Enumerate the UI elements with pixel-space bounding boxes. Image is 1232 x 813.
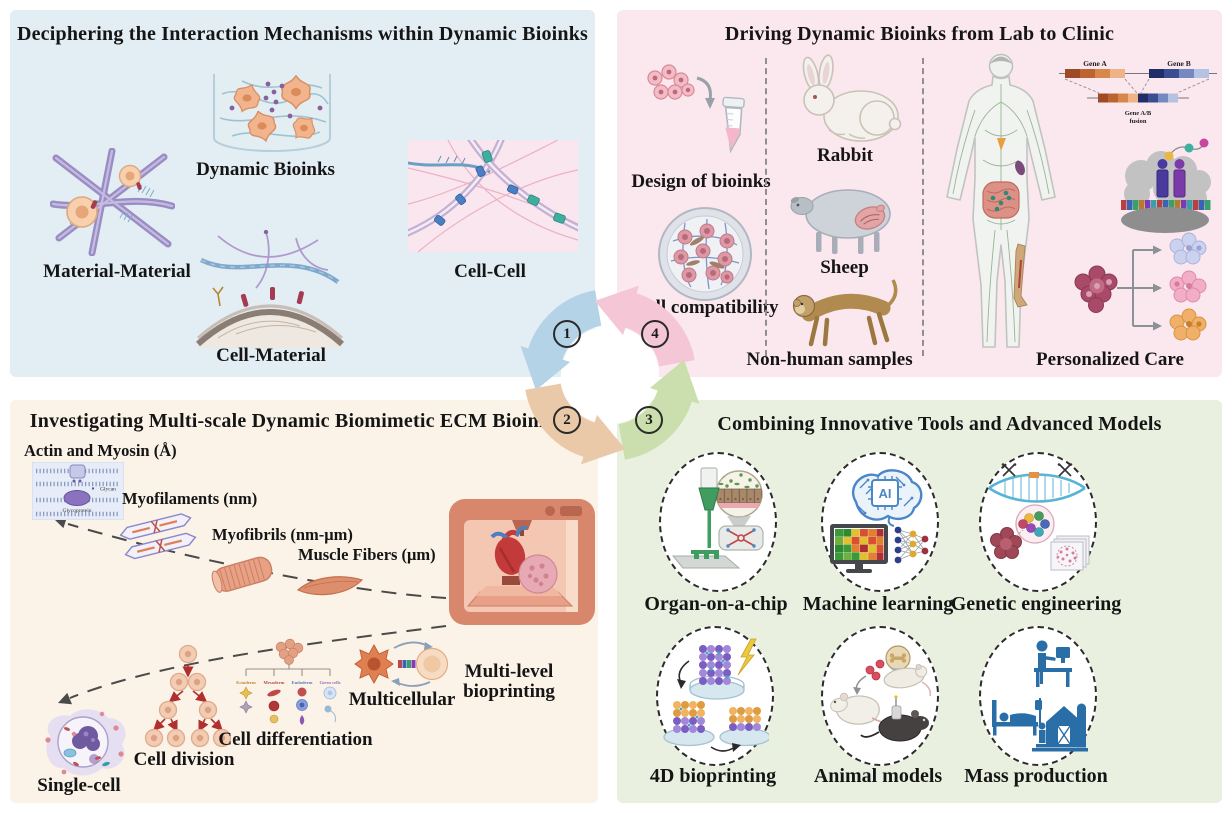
rabbit-illustration	[789, 54, 904, 144]
panel4-title: Driving Dynamic Bioinks from Lab to Clinic	[724, 23, 1115, 45]
4d-bioprinting-circle	[656, 626, 774, 766]
panel3-title: Combining Innovative Tools and Advanced Models	[717, 413, 1162, 435]
organ-on-a-chip-circle	[659, 452, 777, 592]
svg-text:Gene A/B: Gene A/B	[1124, 110, 1152, 117]
genetic-engineering-circle	[979, 452, 1097, 592]
muscle-fibers-label: Muscle Fibers (μm)	[298, 545, 436, 564]
center-cycle-arrows	[514, 282, 706, 468]
myofilaments-illustration	[114, 510, 204, 562]
dashed-divider-left	[765, 58, 767, 356]
actin-myosin-inset	[32, 462, 124, 520]
4d-bioprinting-icon	[661, 633, 769, 758]
genetic-engineering-icon	[985, 462, 1090, 580]
design-of-bioinks-illustration	[641, 62, 756, 168]
cell-differentiation-illustration	[232, 638, 342, 730]
myofibrils-label: Myofibrils (nm-μm)	[212, 525, 353, 544]
non-human-samples-label: Non-human samples	[746, 349, 913, 370]
panel-interaction-mechanisms	[10, 10, 595, 377]
svg-text:Endoderm: Endoderm	[291, 680, 313, 685]
svg-text:Ectoderm: Ectoderm	[236, 680, 256, 685]
design-of-bioinks-label: Design of bioinks	[631, 171, 771, 192]
animal-models-icon	[826, 638, 934, 753]
organ-on-a-chip-label: Organ-on-a-chip	[644, 593, 788, 615]
machine-learning-circle	[821, 452, 939, 592]
multicellular-illustration	[348, 638, 453, 690]
personalized-care-label: Personalized Care	[1036, 349, 1184, 370]
dashed-divider-right	[922, 58, 924, 356]
bioprinter-illustration	[446, 496, 598, 636]
4d-bioprinting-label: 4D bioprinting	[649, 765, 777, 787]
multicellular-label: Multicellular	[348, 689, 456, 710]
cycle-step-1-badge: 1	[553, 320, 581, 348]
dynamic-bioinks-label: Dynamic Bioinks	[196, 159, 335, 180]
panel-lab-to-clinic	[617, 10, 1222, 377]
myofilaments-label: Myofilaments (nm)	[122, 489, 258, 508]
mass-production-circle	[979, 626, 1097, 766]
svg-text:Germ cells: Germ cells	[319, 680, 341, 685]
svg-text:Gene A: Gene A	[1083, 59, 1107, 68]
protein-complex-illustration	[1111, 136, 1219, 234]
cell-material-label: Cell-Material	[216, 345, 326, 366]
sheep-illustration	[782, 172, 910, 258]
mass-production-icon	[988, 636, 1088, 754]
human-body-illustration	[935, 48, 1067, 366]
actin-myosin-label: Actin and Myosin (Å)	[24, 441, 177, 460]
svg-text:Gene B: Gene B	[1167, 59, 1191, 68]
machine-learning-icon	[828, 462, 930, 578]
genetic-engineering-label: Genetic engineering	[950, 593, 1122, 615]
svg-text:Mesoderm: Mesoderm	[263, 680, 285, 685]
svg-text:Glycoprotein: Glycoprotein	[62, 508, 92, 514]
animal-models-label: Animal models	[813, 765, 943, 787]
multilevel-bioprinting-label: Multi-level bioprinting	[463, 661, 555, 702]
animal-models-circle	[821, 626, 939, 766]
personalized-care-illustration	[1069, 226, 1221, 348]
sheep-label: Sheep	[820, 257, 869, 278]
cycle-step-2-badge: 2	[553, 406, 581, 434]
rabbit-label: Rabbit	[817, 145, 873, 166]
muscle-fibers-illustration	[296, 570, 364, 602]
monkey-illustration	[785, 278, 913, 350]
svg-text:fusion: fusion	[1129, 118, 1147, 125]
panel2-title: Investigating Multi-scale Dynamic Biomimetic ECM Bioinks	[29, 410, 559, 432]
cell-differentiation-label: Cell differentiation	[218, 729, 373, 750]
cell-cell-label: Cell-Cell	[454, 261, 526, 282]
cycle-step-4-badge: 4	[641, 320, 669, 348]
organ-on-a-chip-icon	[667, 462, 767, 580]
cell-division-label: Cell division	[133, 749, 235, 770]
myofibrils-illustration	[208, 550, 280, 598]
single-cell-label: Single-cell	[37, 775, 121, 796]
material-material-illustration	[50, 148, 175, 256]
machine-learning-label: Machine learning	[802, 593, 954, 615]
dynamic-bioinks-illustration	[202, 56, 342, 158]
cell-cell-illustration	[408, 140, 578, 252]
panel-tools-models	[617, 400, 1222, 803]
panel-multiscale-ecm	[10, 400, 598, 803]
svg-text:Glycan: Glycan	[100, 486, 116, 493]
svg-text:AI: AI	[878, 486, 892, 501]
cell-material-illustration	[196, 230, 344, 348]
gene-fusion-diagram	[1057, 56, 1219, 134]
material-material-label: Material-Material	[43, 261, 191, 282]
cell-compatibility-label: Cell compatibility	[633, 297, 779, 318]
cycle-step-3-badge: 3	[635, 406, 663, 434]
mass-production-label: Mass production	[964, 765, 1108, 787]
panel1-title: Deciphering the Interaction Mechanisms within Dynamic Bioinks	[16, 23, 589, 45]
